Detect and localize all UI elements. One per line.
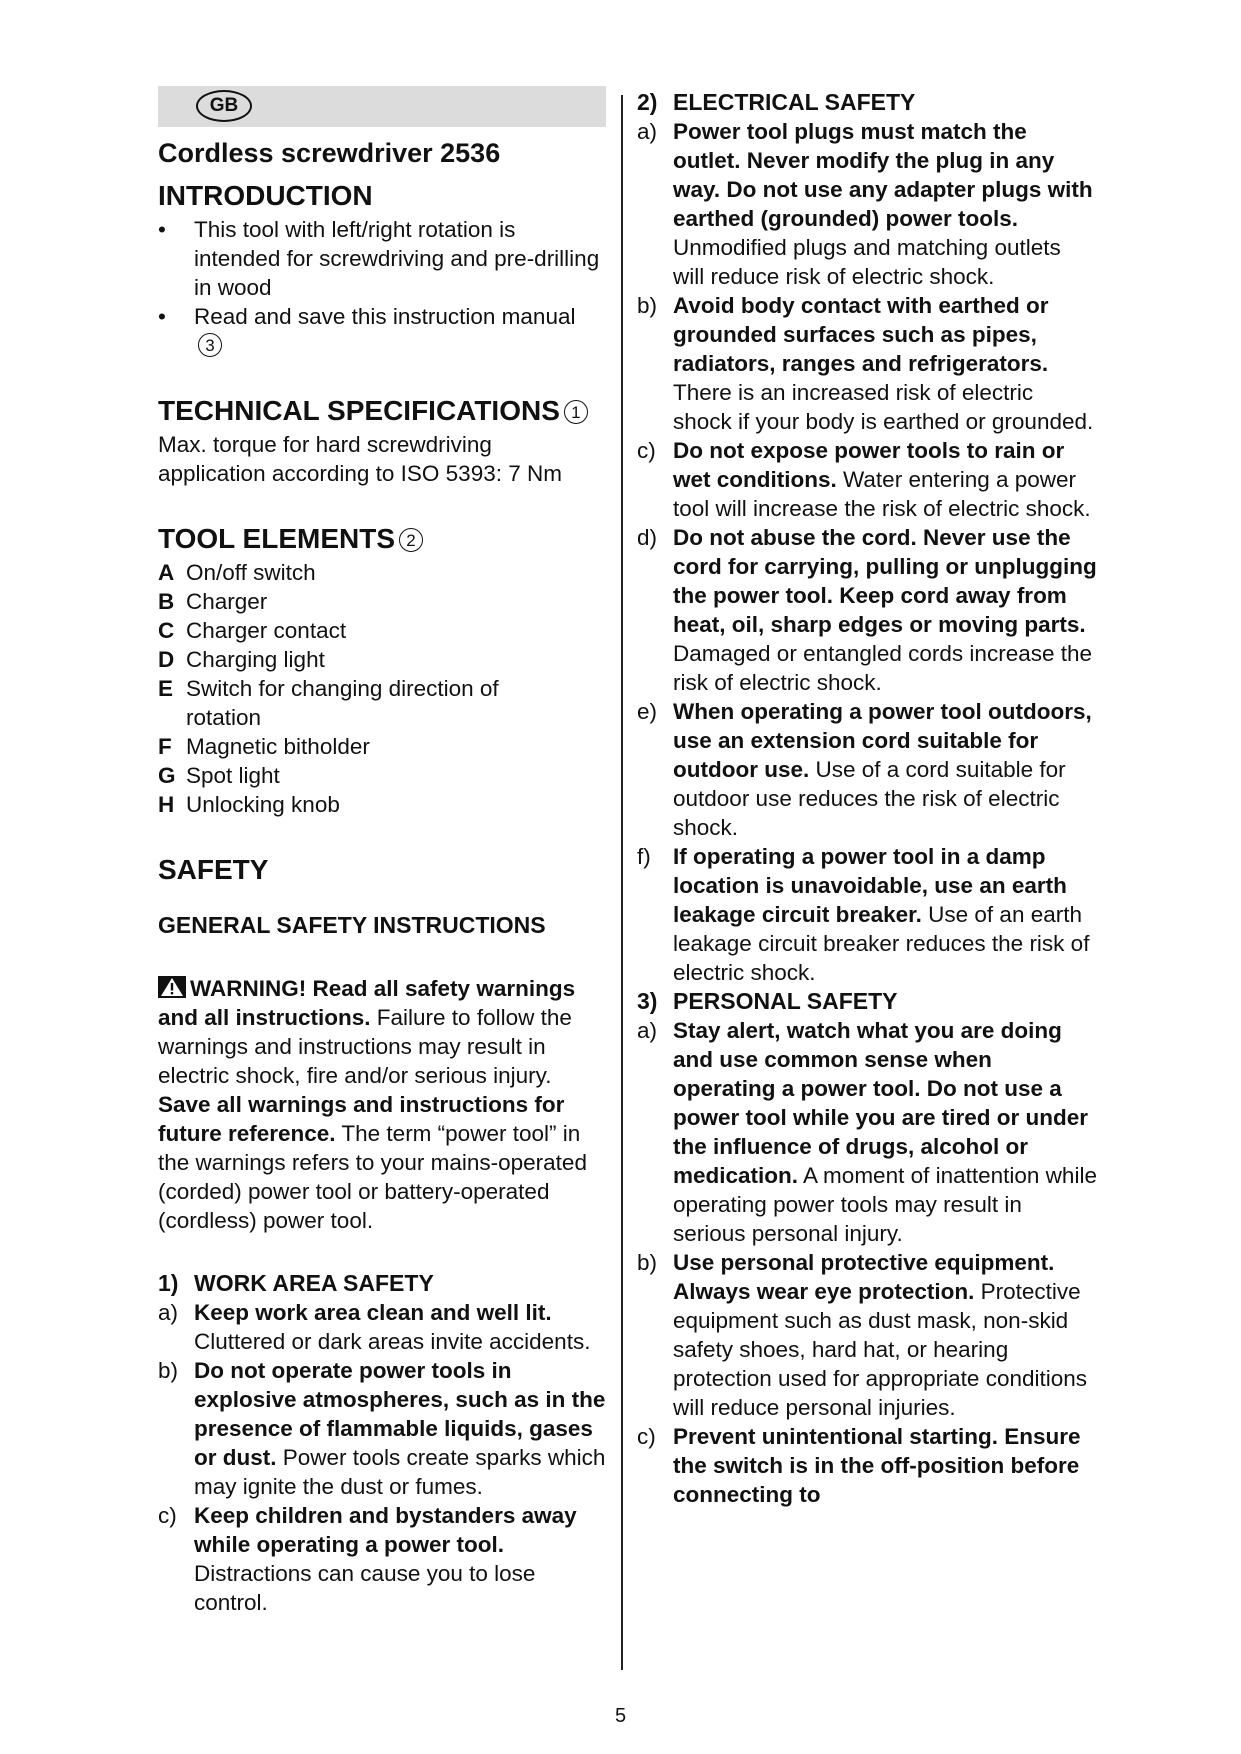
tool-elements-list — [158, 558, 606, 819]
left-column — [158, 86, 606, 1617]
introduction-list — [158, 215, 606, 360]
list-item: H Unlocking knob — [158, 792, 340, 817]
introduction-heading: INTRODUCTION — [158, 180, 373, 211]
list-item: B Charger — [158, 589, 268, 614]
product-title: Cordless screwdriver 2536 — [158, 138, 501, 168]
warning-paragraph: WARNING! Read all safety warnings and all instructions. Failure to follow the warnings and instructions may result in electric shock, fire and/or serious injury. Save all warnings and instructions for future reference. The term “power tool” in the warnings refers to your mains-operated (corded) power tool or battery-operated (cordless) power tool. — [158, 976, 587, 1233]
list-item: c) Prevent unintentional starting. Ensure the switch is in the off-position before connecting to — [637, 1424, 1081, 1507]
page-number: 5 — [614, 1705, 627, 1727]
list-item: • Read and save this instruction manual 3 — [158, 304, 576, 355]
tech-specs-heading: TECHNICAL SPECIFICATIONS 1 — [158, 394, 606, 428]
list-item: a) Stay alert, watch what you are doing and use common sense when operating a power tool. Do not use a power tool while you are tired or under the influence of drugs, alcohol or medication. A moment of inattention while operating power tools may result in serious personal injury. — [637, 1018, 1097, 1246]
list-item: E Switch for changing direction of rotation — [158, 676, 499, 730]
tech-specs-text: Max. torque for hard screwdriving application according to ISO 5393: 7 Nm — [158, 432, 562, 486]
list-item: D Charging light — [158, 647, 325, 672]
general-safety-subheading: GENERAL SAFETY INSTRUCTIONS — [158, 912, 546, 938]
personal-safety-heading: 3) PERSONAL SAFETY — [637, 988, 898, 1014]
tool-elements-heading: TOOL ELEMENTS 2 — [158, 522, 606, 556]
figure-ref-icon: 1 — [564, 400, 588, 424]
work-area-heading: 1) WORK AREA SAFETY — [158, 1270, 434, 1296]
list-item: b) Do not operate power tools in explosive atmospheres, such as in the presence of flammable liquids, gases or dust. Power tools create sparks which may ignite the dust or fumes. — [158, 1358, 606, 1499]
list-item: a) Keep work area clean and well lit. Cluttered or dark areas invite accidents. — [158, 1300, 591, 1354]
right-column — [637, 88, 1097, 1509]
list-item: c) Do not expose power tools to rain or wet conditions. Water entering a power tool will increase the risk of electric shock. — [637, 438, 1091, 521]
figure-ref-icon: 2 — [399, 528, 423, 552]
safety-heading: SAFETY — [158, 854, 269, 885]
list-item: G Spot light — [158, 763, 280, 788]
list-item: e) When operating a power tool outdoors, use an extension cord suitable for outdoor use. Use of a cord suitable for outdoor use reduces the risk of electric shock. — [637, 699, 1092, 840]
language-badge: GB — [196, 90, 252, 122]
electrical-safety-heading: 2) ELECTRICAL SAFETY — [637, 89, 916, 115]
list-item: d) Do not abuse the cord. Never use the cord for carrying, pulling or unplugging the power tool. Keep cord away from heat, oil, sharp edges or moving parts. Damaged or entangled cords increase the risk of electric shock. — [637, 525, 1097, 695]
warning-triangle-icon — [158, 976, 186, 998]
list-item: f) If operating a power tool in a damp location is unavoidable, use an earth leakage circuit breaker. Use of an earth leakage circuit breaker reduces the risk of electric shock. — [637, 844, 1090, 985]
column-divider — [621, 95, 623, 1670]
list-item: A On/off switch — [158, 560, 316, 585]
figure-ref-icon: 3 — [198, 333, 222, 357]
language-bar — [158, 86, 606, 127]
list-item: C Charger contact — [158, 618, 347, 643]
list-item: b) Use personal protective equipment. Always wear eye protection. Protective equipment such as dust mask, non-skid safety shoes, hard hat, or hearing protection used for appropriate conditions will reduce personal injuries. — [637, 1250, 1088, 1420]
list-item: a) Power tool plugs must match the outlet. Never modify the plug in any way. Do not use any adapter plugs with earthed (grounded) power tools. Unmodified plugs and matching outlets will reduce risk of electric shock. — [637, 119, 1093, 289]
list-item: b) Avoid body contact with earthed or grounded surfaces such as pipes, radiators, ranges and refrigerators. There is an increased risk of electric shock if your body is earthed or grounded. — [637, 293, 1094, 434]
list-item: • This tool with left/right rotation is intended for screwdriving and pre-drilling in wood — [158, 217, 600, 300]
list-item: F Magnetic bitholder — [158, 734, 370, 759]
list-item: c) Keep children and bystanders away while operating a power tool. Distractions can cause you to lose control. — [158, 1503, 577, 1615]
